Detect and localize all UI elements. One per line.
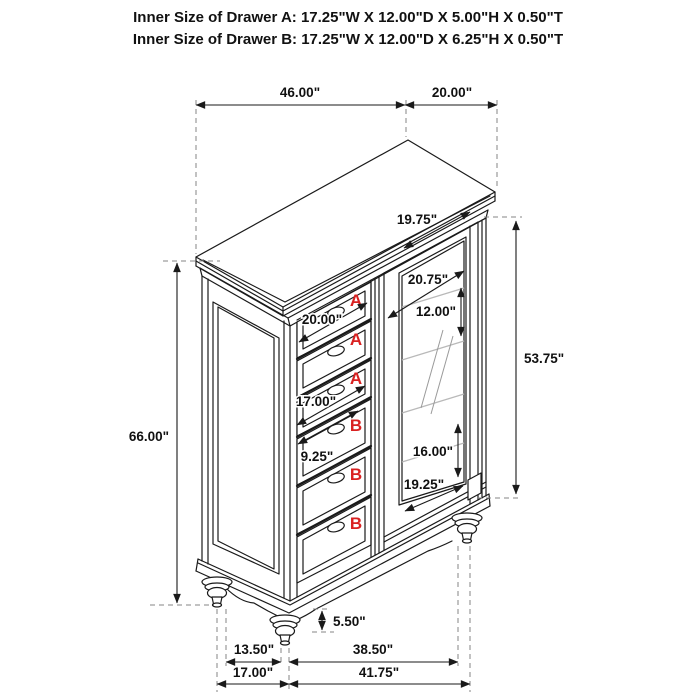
side-panel-outer <box>213 302 279 574</box>
drawer-5-label: B <box>349 465 363 484</box>
dim-right-height: 53.75" <box>524 351 565 366</box>
foot-rear-left <box>202 577 232 607</box>
base-corner-right <box>489 494 490 506</box>
drawer-1-label: A <box>349 291 363 310</box>
drawer-4-label: B <box>349 416 363 435</box>
base-corner-left <box>196 559 198 571</box>
glass-door <box>384 220 486 550</box>
shelf-line-3 <box>402 394 464 413</box>
foot-front-left <box>270 615 300 645</box>
dim-drawer-front-width: 20.00" <box>301 312 343 327</box>
foot-front-right <box>452 513 482 543</box>
dim-door-bottom-width: 19.25" <box>403 477 445 492</box>
dim-top-width: 46.00" <box>279 85 321 100</box>
side-apron-curve <box>226 588 285 620</box>
glass-reflection-1 <box>421 330 443 408</box>
cabinet-top <box>196 140 495 316</box>
dim-front-feet-span: 38.50" <box>352 642 394 657</box>
foot-tip <box>463 539 472 543</box>
drawer-6-label: B <box>349 514 363 533</box>
dim-shelf-gap-lower: 16.00" <box>412 444 453 459</box>
dim-door-top-width: 19.75" <box>396 212 438 227</box>
dim-drawer-inner-width: 17.00" <box>295 394 337 409</box>
dim-side-depth-overall: 17.00" <box>232 665 274 680</box>
dim-overall-height: 66.00" <box>128 429 169 444</box>
center-divider <box>371 276 379 557</box>
drawer-3-label: A <box>349 369 363 388</box>
dim-shelf-gap-upper: 12.00" <box>415 304 456 319</box>
dim-top-depth: 20.00" <box>431 85 473 100</box>
dim-side-feet-span: 13.50" <box>233 642 275 657</box>
side-panel <box>208 279 284 598</box>
title-line-2: Inner Size of Drawer B: 17.25"W X 12.00"D X 6.25"H X 0.50"T <box>132 31 564 48</box>
foot-tip <box>281 641 290 645</box>
dim-drawer-detail: 9.25" <box>300 449 334 464</box>
cabinet-drawing <box>196 140 495 645</box>
shelf-line-2 <box>402 341 464 360</box>
dim-front-width-overall: 41.75" <box>358 665 400 680</box>
side-panel-inner <box>218 307 274 569</box>
dim-door-inner-width: 20.75" <box>407 272 449 287</box>
dim-leg-height: 5.50" <box>333 614 366 629</box>
title-line-1: Inner Size of Drawer A: 17.25"W X 12.00"D X 5.00"H X 0.50"T <box>133 9 563 26</box>
drawer-2-label: A <box>349 330 363 349</box>
